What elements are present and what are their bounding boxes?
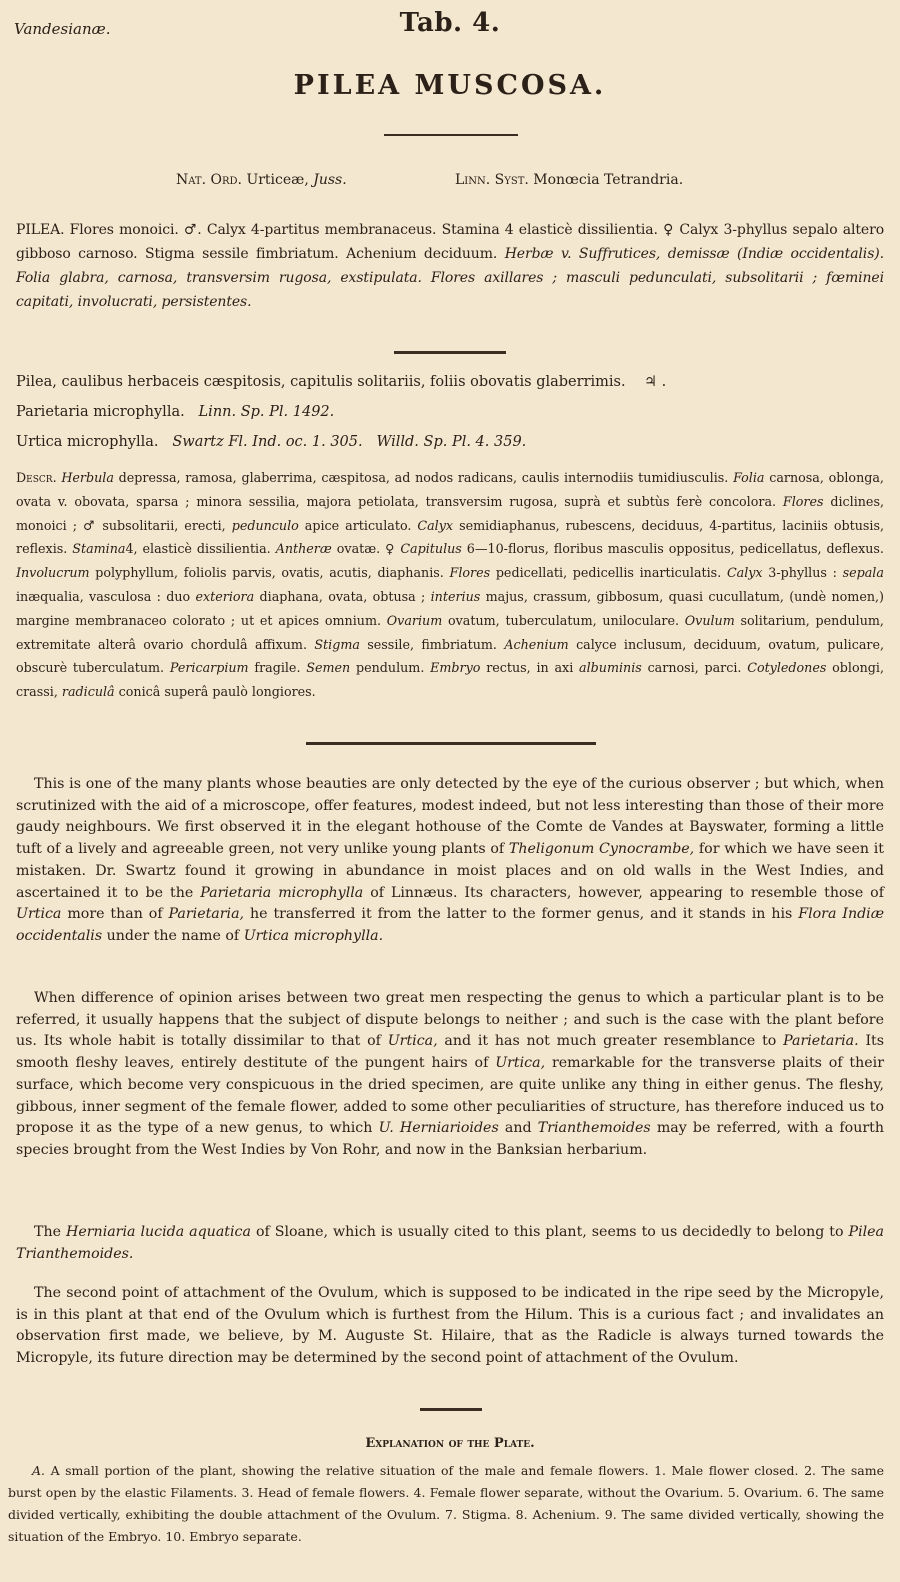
term: Involucrum [16,565,90,581]
text: for which we have seen it mistaken. Dr. Swartz found it growing in abundance in moist places and on old walls in the West Indies, and ascertained it to be the [16,841,884,901]
synonym-reference: Linn. Sp. Pl. 1492. [198,404,335,420]
title-rule [384,134,518,136]
taxon-name: Urtica, [387,1033,438,1050]
text: depressa, ramosa, glaberrima, cæspitosa, ad nodos radicans, caulis internodiis tumidiusculis. [118,470,729,485]
taxon-name: Theligonum Cynocrambe, [508,841,695,858]
description-rule [306,742,596,745]
term: Folia [733,470,765,485]
text: solitarium, pendulum, extremitate alterâ ovario chordulâ affixum. [16,612,884,652]
male-symbol: ♂ [83,517,97,533]
book-title: Flora Indiæ occidentalis [16,906,885,944]
genus-name: PILEA. [16,222,65,238]
text: carnosa, oblonga, ovata v. obovata, sparsa ; minora sessilia, majora petiolata, transversim rugosa, suprà et subtùs ferè concolora. [16,470,884,509]
taxon-name: Parietaria microphylla [200,884,364,901]
male-symbol: ♂. [183,222,202,238]
section-label: Vandesianæ. [14,20,111,38]
explanation-rule [420,1408,482,1411]
term: interius [430,588,481,604]
text: he transferred it from the latter to the former genus, and it stands in his [249,906,793,923]
text: of Linnæus. Its characters, however, appearing to resemble those of [370,884,884,901]
text: The second point of attachment of the Ovulum, which is supposed to be indicated in the ripe seed by the Micropyle, is in this plant at that end of the Ovulum which is furthest from the Hilum. This is a curious fact ; and invalidates an observation first made, we believe, by M. Auguste St. Hilaire, that as the Radicle is always turned towards the Micropyle, its future direction may be determined by the second point of attachment of the Ovulum. [16,1285,884,1367]
text: oblongi, crassi, [16,660,884,700]
synonym-reference: Swartz Fl. Ind. oc. 1. 305. [172,434,363,450]
text: ovatum, tuberculatum, uniloculare. [448,612,679,628]
text: may be referred, with a fourth species brought from the West Indies by Von Rohr, and now in the Banksian herbarium. [16,1120,884,1158]
taxon-name: Pilea Trianthemoides. [16,1224,885,1262]
nat-ord [176,172,347,188]
genus-rule [394,351,506,354]
text: of Sloane, which is usually cited to this plant, seems to us decidedly to belong to [255,1224,844,1240]
explanation-text: A small portion of the plant, showing the relative situation of the male and female flowers. 1. Male flower closed. 2. The same burst open by the elastic Filaments. 3. Head of female flowers. 4. Female flower separate, without the Ovarium. 5. Ovarium. 6. The same divided vertically, exhibiting the double attachment of the Ovulum. 7. Stigma. 8. Achenium. 9. The same divided vertically, showing the situation of the Embryo. 10. Embryo separate. [8,1463,884,1544]
genus-text-2: Calyx 4-partitus membranaceus. Stamina 4 elasticè dissilientia. [206,222,658,238]
text: remarkable for the transverse plaits of their surface, which become very conspicuous in the dried specimen, are quite unlike any thing in either genus. The fleshy, gibbous, inner segment of the female flower, added to some other peculiarities of structure, has therefore induced us to propose it as the type of a new genus, to which [16,1055,884,1137]
term: pedunculo [231,517,299,533]
female-symbol: ♀ [663,222,675,238]
term: Semen [306,660,351,676]
genus-diagnosis [16,218,884,314]
term: Flores [449,565,491,581]
synonym-name: Urtica microphylla. [16,434,159,450]
linn-syst-label: Linn. Syst. [455,172,529,188]
text: pedicellati, pedicellis inarticulatis. [495,565,722,581]
term: albuminis [579,660,642,676]
synonym-line-3 [16,434,886,450]
text: ovatæ. [336,541,381,557]
text: rectus, in axi [486,660,574,676]
text: diaphana, ovata, obtusa ; [259,588,426,604]
term: radiculâ [61,684,115,700]
term: Ovulum [684,612,735,628]
taxon-name: Trianthemoides [537,1120,651,1137]
term: Calyx [417,517,454,533]
text: more than of [67,906,163,923]
taxon-name: U. Herniarioides [378,1120,499,1137]
text: When difference of opinion arises between two great men respecting the genus to which a particular plant is to be referred, it usually happens that the subject of dispute belongs to neither ; and such is the case with the plant before us. Its whole habit is totally dissimilar to that of [16,990,884,1050]
text: calyce inclusum, deciduum, ovatum, pulicare, obscurè tuberculatum. [16,636,884,676]
nat-ord-value: Urticeæ, [246,172,309,188]
term: sepala [842,565,884,581]
term: Pericarpium [169,660,249,676]
text: semidiaphanus, rubescens, deciduus, 4-partitus, laciniis obtusis, reflexis. [16,517,884,557]
text: 4, elasticè dissilientia. [125,541,271,557]
synonym-line-1 [16,374,886,390]
synonym-reference: Willd. Sp. Pl. 4. 359. [376,434,527,450]
text: This is one of the many plants whose beauties are only detected by the eye of the curious observer ; but which, when scrutinized with the aid of a microscope, offer features, modest indeed, but not less interesting than those of their more gaudy neighbours. We first observed it in the elegant hothouse of the Comte de Vandes at Bayswater, forming a little tuft of a lively and agreeable green, not very unlike young plants of [16,776,884,858]
term: Ovarium [386,612,443,628]
taxon-name: Parietaria, [168,906,245,923]
nat-ord-label: Nat. Ord. [176,172,242,188]
taxon-name: Herniaria lucida aquatica [66,1224,251,1240]
linn-syst-value: Monœcia Tetrandria. [533,172,684,188]
text: The [34,1224,61,1240]
term: Stigma [314,636,360,652]
text: and it has not much greater resemblance to [444,1033,777,1050]
term: Flores [782,493,824,509]
plate-explanation [8,1460,884,1548]
paragraph-2 [16,988,884,1162]
nat-ord-author: Juss. [313,172,347,188]
taxon-name: Urtica [16,906,62,923]
tab-number: Tab. 4. [399,8,501,38]
text: 6—10-florus, floribus masculis oppositus, pedicellatus, deflexus. [466,541,884,557]
synonym-line-2 [16,404,886,420]
text: apice articulato. [304,517,412,533]
taxon-name: Urtica microphylla. [243,927,384,944]
description-label: Descr. [16,470,57,485]
description [16,466,884,704]
term: exteriora [195,588,255,604]
term: Capitulus [400,541,462,557]
genus-text-3: Calyx 3-phyllus sepalo altero gibboso carnoso. Stigma sessile fimbriatum. Achenium deciduum. [16,222,885,262]
text: sessile, fimbriatum. [367,636,497,652]
species-diagnosis: Pilea, caulibus herbaceis cæspitosis, capitulis solitariis, foliis obovatis glaberrimis. [16,374,626,390]
text: majus, crassum, gibbosum, quasi cucullatum, (undè nomen,) margine membranaceo colorato ; ut et apices omnium. [16,588,884,628]
term: Herbula [61,470,114,485]
paragraph-1 [16,774,884,948]
linn-syst [455,172,683,188]
female-symbol: ♀ [385,541,396,557]
term: Antheræ [275,541,332,557]
text: subsolitarii, erecti, [102,517,226,533]
text: carnosi, parci. [647,660,742,676]
text: polyphyllum, foliolis parvis, ovatis, acutis, diaphanis. [95,565,444,581]
explanation-heading: Explanation of the Plate. [365,1436,535,1451]
text: diclines, monoici ; [16,493,884,533]
taxon-name: Parietaria. [783,1033,859,1050]
genus-italic-text: Herbæ v. Suffrutices, demissæ (Indiæ occidentalis). Folia glabra, carnosa, transversim rugosa, exstipulata. Flores axillares ; masculi pedunculati, subsolitarii ; fœminei capitati, involucrati, persistentes. [16,246,884,310]
text: pendulum. [355,660,425,676]
taxon-name: Urtica, [495,1055,546,1072]
text: Its smooth fleshy leaves, entirely destitute of the pungent hairs of [16,1033,885,1072]
term: Cotyledones [747,660,827,676]
term: Stamina [72,541,126,557]
text: fragile. [254,660,301,676]
text: conicâ superâ paulò longiores. [118,684,316,700]
figure-label: A. [32,1463,46,1478]
page-title: PILEA MUSCOSA. [293,70,607,101]
text: 3-phyllus : [768,565,837,581]
text: under the name of [106,927,240,944]
text: and [504,1120,532,1137]
term: Achenium [504,636,569,652]
paragraph-3 [16,1222,884,1265]
text: inæqualia, vasculosa : duo [16,588,191,604]
term: Embryo [430,660,481,676]
paragraph-4 [16,1283,884,1370]
genus-text-1: Flores monoici. [69,222,179,238]
term: Calyx [726,565,763,581]
synonym-name: Parietaria microphylla. [16,404,185,420]
perennial-symbol: ♃ . [644,374,667,390]
